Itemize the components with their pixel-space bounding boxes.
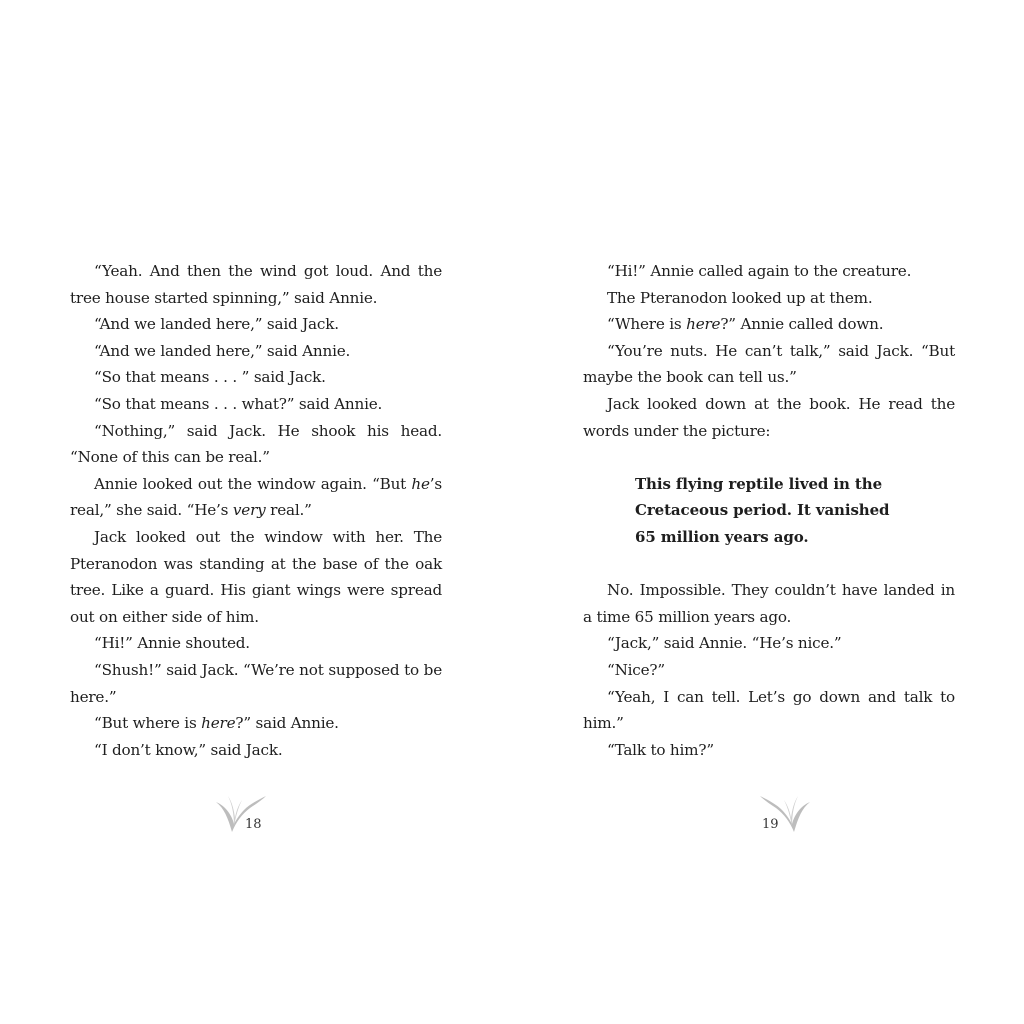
- text-run: “Talk to him?”: [607, 740, 714, 759]
- italic-run: he: [411, 474, 430, 493]
- right-page: [583, 258, 955, 763]
- paragraph: [583, 657, 955, 684]
- text-run: real.”: [265, 501, 312, 520]
- page-number: 18: [245, 817, 262, 832]
- text-run: “So that means . . . ” said Jack.: [94, 368, 326, 387]
- paragraph: [70, 418, 442, 471]
- text-run: “So that means . . . what?” said Annie.: [94, 394, 383, 413]
- left-page: [70, 258, 442, 763]
- text-run: “Hi!” Annie shouted.: [94, 634, 250, 653]
- paragraph: [70, 311, 442, 338]
- paragraph: [70, 737, 442, 764]
- italic-run: very: [232, 501, 266, 520]
- text-run: “Hi!” Annie called again to the creature.: [607, 262, 912, 280]
- book-excerpt: [635, 471, 955, 551]
- text-run: “And we landed here,” said Jack.: [94, 315, 339, 334]
- text-run: “Nice?”: [607, 660, 665, 679]
- book-excerpt-line: Cretaceous period. It vanished: [635, 501, 890, 520]
- right-page-text-after: [583, 577, 955, 763]
- text-run: Annie looked out the window again. “But: [94, 474, 412, 493]
- text-run: “Shush!” said Jack. “We’re not supposed to be here.”: [70, 660, 442, 706]
- book-excerpt-line: This flying reptile lived in the: [635, 474, 883, 493]
- paragraph: [583, 391, 955, 444]
- text-run: “But where is: [94, 714, 202, 733]
- text-run: “You’re nuts. He can’t talk,” said Jack. “But maybe the book can tell us.”: [583, 341, 955, 387]
- paragraph: [70, 710, 442, 737]
- text-run: “I don’t know,” said Jack.: [94, 740, 283, 759]
- paragraph: [70, 471, 442, 524]
- paragraph: [70, 391, 442, 418]
- italic-run: here: [686, 315, 721, 334]
- paragraph: [583, 338, 955, 391]
- page-number: 19: [762, 817, 779, 832]
- text-run: “Yeah, I can tell. Let’s go down and talk to him.”: [583, 687, 955, 733]
- paragraph: [70, 338, 442, 365]
- text-run: Jack looked down at the book. He read the words under the picture:: [583, 394, 955, 440]
- text-run: “Where is: [607, 315, 687, 334]
- text-run: ’s real,” she said. “He’s: [70, 474, 442, 520]
- text-run: The Pteranodon looked up at them.: [607, 288, 873, 307]
- italic-run: here: [201, 714, 236, 733]
- text-run: No. Impossible. They couldn’t have landed in a time 65 million years ago.: [583, 581, 955, 626]
- text-run: ?” Annie called down.: [720, 315, 884, 334]
- paragraph: [70, 364, 442, 391]
- text-run: “And we landed here,” said Annie.: [94, 341, 351, 360]
- text-run: Jack looked out the window with her. The Pteranodon was standing at the base of the oak tree. Like a guard. His giant wings were spread out on either side of him.: [70, 527, 442, 626]
- paragraph: [583, 630, 955, 657]
- book-excerpt-line: 65 million years ago.: [635, 527, 809, 546]
- paragraph: [70, 524, 442, 630]
- text-run: ?” said Annie.: [235, 714, 339, 733]
- page-footer-left: [214, 792, 284, 838]
- text-run: “Yeah. And then the wind got loud. And the tree house started spinning,” said Annie.: [70, 262, 442, 307]
- paragraph: [583, 737, 955, 764]
- paragraph: [583, 258, 955, 285]
- text-run: “Jack,” said Annie. “He’s nice.”: [607, 634, 842, 653]
- text-run: “Nothing,” said Jack. He shook his head. “None of this can be real.”: [70, 421, 442, 467]
- paragraph: [583, 684, 955, 737]
- right-page-text-before: [583, 258, 955, 444]
- paragraph: [583, 285, 955, 312]
- paragraph: [583, 577, 955, 630]
- paragraph: [70, 630, 442, 657]
- paragraph: [70, 258, 442, 311]
- paragraph: [70, 657, 442, 710]
- page-footer-right: [752, 792, 822, 838]
- paragraph: [583, 311, 955, 338]
